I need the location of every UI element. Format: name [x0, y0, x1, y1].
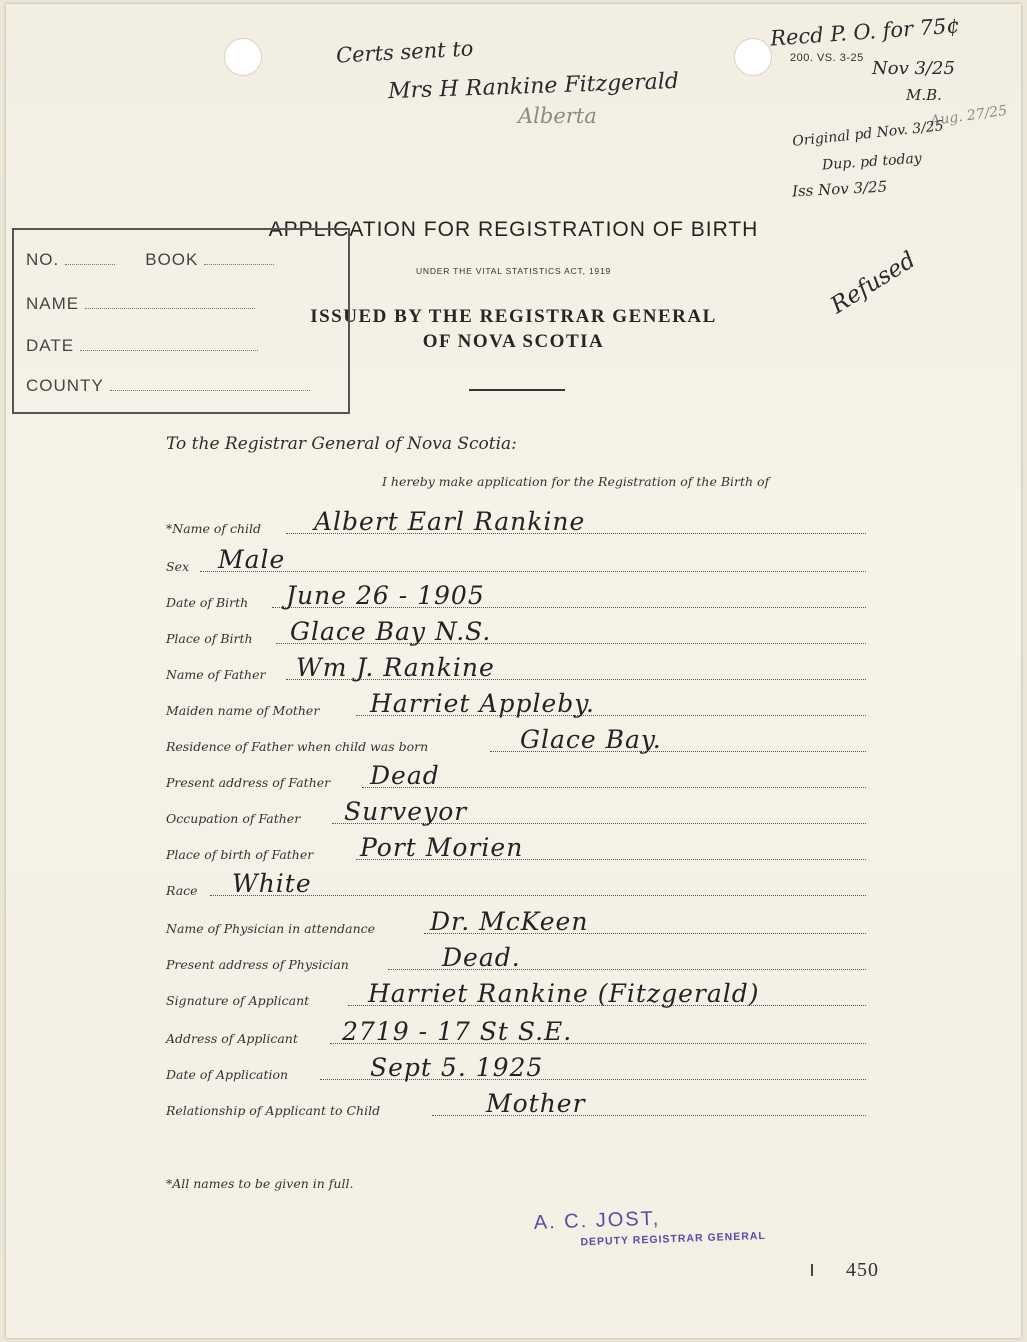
salutation: To the Registrar General of Nova Scotia:: [166, 434, 517, 454]
title-rule: [469, 389, 565, 391]
field-place-of-birth: [166, 610, 866, 646]
field-value: White: [232, 869, 312, 898]
field-value: Sept 5. 1925: [370, 1053, 544, 1082]
field-name-of-physician: [166, 900, 866, 936]
stamp-name: A. C. JOST,: [533, 1207, 661, 1234]
field-value: Dead: [370, 761, 440, 790]
punch-hole-right: [734, 38, 772, 76]
field-race: [166, 862, 866, 898]
field-label: Present address of Physician: [166, 957, 349, 972]
field-name-of-father: [166, 646, 866, 682]
field-value: Glace Bay N.S.: [290, 617, 492, 646]
field-value: Albert Earl Rankine: [314, 507, 586, 536]
form-page: [6, 4, 1021, 1338]
office-book-label: BOOK: [145, 250, 199, 269]
field-value: Surveyor: [344, 797, 468, 826]
field-label: Date of Birth: [166, 595, 249, 610]
field-label: Relationship of Applicant to Child: [166, 1103, 381, 1118]
field-value: 2719 - 17 St S.E.: [342, 1017, 573, 1046]
footnote: *All names to be given in full.: [166, 1176, 354, 1191]
field-label: Name of Father: [166, 667, 266, 682]
field-residence-of-father: [166, 718, 866, 754]
field-maiden-name-of-mother: [166, 682, 866, 718]
note-refused: Refused: [826, 246, 921, 320]
note-recipient: Mrs H Rankine Fitzgerald: [387, 68, 680, 105]
note-certs-sent: Certs sent to: [335, 36, 474, 68]
field-label: Present address of Father: [166, 775, 331, 790]
field-sex: [166, 538, 866, 574]
office-name-label: NAME: [26, 294, 80, 313]
field-label: Place of birth of Father: [166, 847, 314, 862]
field-present-address-of-father: [166, 754, 866, 790]
field-present-address-of-physician: [166, 936, 866, 972]
field-date-of-birth: [166, 574, 866, 610]
office-use-box: [12, 228, 350, 414]
note-issued: Iss Nov 3/25: [791, 177, 888, 201]
issuer-line-2: OF NOVA SCOTIA: [422, 331, 605, 352]
registrar-stamp: [529, 1204, 766, 1250]
note-nov-date: Nov 3/25: [872, 58, 955, 79]
page-title: APPLICATION FOR REGISTRATION OF BIRTH: [268, 218, 759, 241]
form-number: 200. VS. 3-25: [790, 52, 864, 64]
note-initials: M.B.: [906, 86, 942, 104]
note-dup-paid: Dup. pd today: [821, 150, 923, 174]
field-value: Harriet Appleby.: [370, 689, 595, 718]
office-no-label: NO.: [26, 250, 60, 269]
field-value: Wm J. Rankine: [296, 653, 495, 682]
office-name-row: [26, 294, 255, 314]
act-subtitle: UNDER THE VITAL STATISTICS ACT, 1919: [415, 266, 612, 276]
note-received-po: Recd P. O. for 75¢: [769, 13, 961, 51]
field-signature-of-applicant: [166, 972, 866, 1008]
office-date-row: [26, 336, 258, 356]
field-label: Maiden name of Mother: [166, 703, 320, 718]
field-label: Sex: [166, 559, 190, 574]
field-label: Name of Physician in attendance: [166, 921, 376, 936]
field-name-of-child: [166, 500, 866, 536]
field-address-of-applicant: [166, 1010, 866, 1046]
field-date-of-application: [166, 1046, 866, 1082]
field-value: Male: [218, 545, 286, 574]
office-no-row: [26, 250, 274, 270]
field-value: June 26 - 1905: [286, 581, 485, 610]
field-label: Address of Applicant: [166, 1031, 298, 1046]
intro-text: I hereby make application for the Registration of the Birth of: [382, 474, 770, 489]
field-value: Port Morien: [360, 833, 524, 862]
field-value: Glace Bay.: [520, 725, 662, 754]
office-date-label: DATE: [26, 336, 75, 355]
field-label: Place of Birth: [166, 631, 253, 646]
field-relationship-of-applicant: [166, 1082, 866, 1118]
stamp-title: DEPUTY REGISTRAR GENERAL: [580, 1229, 767, 1249]
note-alberta: Alberta: [518, 104, 597, 128]
field-value: Harriet Rankine (Fitzgerald): [368, 979, 760, 1008]
page-number: 450: [846, 1259, 879, 1281]
field-label: Date of Application: [166, 1067, 289, 1082]
field-label: *Name of child: [166, 521, 262, 536]
field-label: Race: [166, 883, 198, 898]
field-label: Occupation of Father: [166, 811, 301, 826]
field-value: Dead.: [442, 943, 521, 972]
punch-hole-left: [224, 38, 262, 76]
note-original-paid: Original pd Nov. 3/25: [791, 118, 945, 150]
field-label: Residence of Father when child was born: [166, 739, 429, 754]
field-place-of-birth-of-father: [166, 826, 866, 862]
field-label: Signature of Applicant: [166, 993, 310, 1008]
margin-tick: [811, 1264, 813, 1276]
note-aug-date: Aug. 27/25: [929, 102, 1009, 130]
office-county-row: [26, 376, 310, 396]
field-value: Mother: [486, 1089, 586, 1118]
office-county-label: COUNTY: [26, 376, 104, 395]
field-value: Dr. McKeen: [430, 907, 589, 936]
issuer-line-1: ISSUED BY THE REGISTRAR GENERAL: [310, 306, 717, 327]
field-occupation-of-father: [166, 790, 866, 826]
